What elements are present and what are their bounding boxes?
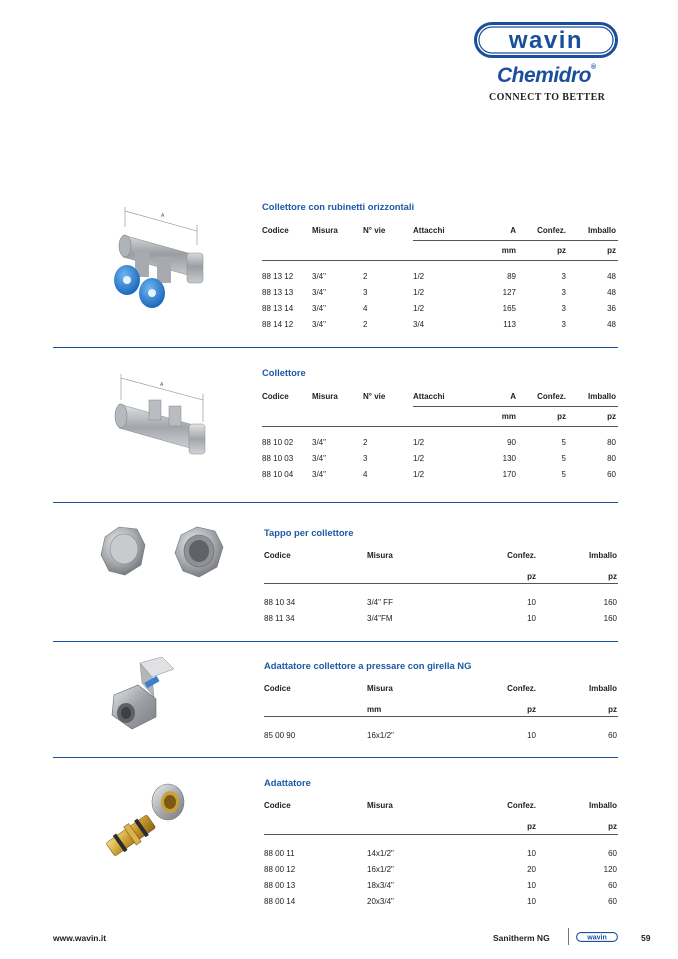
cell-attacchi: 1/2 [413, 470, 425, 479]
cell-a: 130 [502, 454, 516, 463]
wavin-logo-text: wavin [508, 27, 584, 54]
cell-confez: 20 [527, 865, 536, 874]
section-divider [53, 641, 618, 642]
units-rule [264, 834, 618, 835]
cell-codice: 85 00 90 [264, 731, 296, 740]
cell-attacchi: 1/2 [413, 272, 425, 281]
unit-confez: pz [527, 822, 536, 831]
col-header-a: A [510, 392, 516, 401]
cell-misura: 3/4" [312, 272, 326, 281]
unit-imballo: pz [607, 412, 616, 421]
section-divider [53, 347, 618, 348]
unit-confez: pz [527, 705, 536, 714]
cell-codice: 88 10 04 [262, 470, 294, 479]
cell-imballo: 60 [608, 881, 617, 890]
cell-confez: 10 [527, 849, 536, 858]
footer-product-name: Sanitherm NG [493, 933, 550, 943]
cell-confez: 3 [561, 304, 566, 313]
col-header-vie: N° vie [363, 226, 386, 235]
section-divider [53, 502, 618, 503]
cell-confez: 5 [561, 438, 566, 447]
col-header-codice: Codice [264, 551, 291, 560]
cell-attacchi: 1/2 [413, 438, 425, 447]
footer-wavin-logo [576, 932, 618, 942]
cell-confez: 3 [561, 320, 566, 329]
cell-codice: 88 00 13 [264, 881, 296, 890]
cell-a: 90 [507, 438, 516, 447]
cell-attacchi: 1/2 [413, 288, 425, 297]
cell-confez: 5 [561, 470, 566, 479]
footer-url-link[interactable]: www.wavin.it [53, 933, 107, 943]
product-image-adattatore-pressare [100, 655, 190, 735]
wavin-logo [474, 22, 618, 58]
unit-confez: pz [557, 412, 566, 421]
cell-confez: 10 [527, 881, 536, 890]
dimension-label: A [161, 213, 165, 219]
section-title: Tappo per collettore [264, 527, 354, 538]
tagline: CONNECT TO BETTER [489, 92, 606, 103]
col-header-codice: Codice [262, 392, 289, 401]
section-title: Collettore con rubinetti orizzontali [262, 201, 415, 212]
col-header-confez: Confez. [537, 226, 566, 235]
unit-imballo: pz [608, 572, 617, 581]
cell-vie: 4 [363, 304, 368, 313]
cell-misura: 3/4" [312, 454, 326, 463]
cell-a: 165 [502, 304, 516, 313]
dimension-label: A [160, 382, 164, 388]
unit-imballo: pz [607, 246, 616, 255]
cell-imballo: 48 [607, 288, 616, 297]
cell-vie: 2 [363, 272, 368, 281]
cell-vie: 2 [363, 438, 368, 447]
cell-a: 89 [507, 272, 516, 281]
cell-imballo: 80 [607, 454, 616, 463]
cell-vie: 3 [363, 288, 368, 297]
col-header-imballo: Imballo [588, 684, 617, 693]
cell-attacchi: 3/4 [413, 320, 425, 329]
cell-imballo: 80 [607, 438, 616, 447]
product-image-adattatore [100, 780, 200, 860]
col-header-misura: Misura [367, 801, 393, 810]
cell-imballo: 160 [603, 614, 617, 623]
cell-attacchi: 1/2 [413, 304, 425, 313]
units-rule [264, 716, 618, 717]
cell-misura: 3/4" [312, 288, 326, 297]
cell-a: 127 [502, 288, 516, 297]
product-image-tappo [95, 525, 240, 585]
units-rule [264, 583, 618, 584]
cell-codice: 88 11 34 [264, 614, 295, 623]
footer-logo-text: wavin [587, 934, 607, 942]
col-header-attacchi: Attacchi [413, 392, 445, 401]
cell-misura: 3/4" [312, 438, 326, 447]
cell-misura: 14x1/2" [367, 849, 394, 858]
product-image-collettore-rubinetti [95, 205, 225, 315]
cell-misura: 3/4" [312, 320, 326, 329]
unit-imballo: pz [608, 705, 617, 714]
cell-confez: 10 [527, 897, 536, 906]
col-header-misura: Misura [312, 226, 338, 235]
section-divider [53, 757, 618, 758]
cell-confez: 10 [527, 614, 536, 623]
cell-misura: 3/4"FM [367, 614, 393, 623]
cell-codice: 88 00 11 [264, 849, 295, 858]
cell-codice: 88 00 14 [264, 897, 296, 906]
cell-codice: 88 13 12 [262, 272, 294, 281]
header-rule [413, 406, 618, 407]
cell-a: 170 [502, 470, 516, 479]
units-rule [262, 260, 618, 261]
col-header-codice: Codice [262, 226, 289, 235]
unit-a: mm [501, 246, 516, 255]
cell-vie: 3 [363, 454, 368, 463]
col-header-confez: Confez. [507, 801, 536, 810]
col-header-codice: Codice [264, 801, 291, 810]
cell-codice: 88 00 12 [264, 865, 296, 874]
cell-a: 113 [503, 320, 516, 329]
cell-imballo: 60 [607, 470, 616, 479]
page-number: 59 [641, 933, 651, 943]
cell-imballo: 120 [603, 865, 617, 874]
cell-confez: 10 [527, 731, 536, 740]
cell-misura: 3/4" [312, 470, 326, 479]
cell-imballo: 60 [608, 849, 617, 858]
col-header-vie: N° vie [363, 392, 386, 401]
cell-misura: 3/4" [312, 304, 326, 313]
cell-codice: 88 10 02 [262, 438, 294, 447]
cell-imballo: 36 [607, 304, 616, 313]
col-header-imballo: Imballo [588, 551, 617, 560]
cell-misura: 20x3/4" [367, 897, 394, 906]
cell-misura: 16x1/2" [367, 865, 394, 874]
cell-attacchi: 1/2 [413, 454, 425, 463]
cell-imballo: 160 [603, 598, 617, 607]
cell-imballo: 60 [608, 897, 617, 906]
cell-vie: 2 [363, 320, 368, 329]
units-rule [262, 426, 618, 427]
cell-confez: 10 [527, 598, 536, 607]
col-header-misura: Misura [367, 551, 393, 560]
cell-vie: 4 [363, 470, 368, 479]
unit-a: mm [501, 412, 516, 421]
cell-confez: 3 [561, 288, 566, 297]
cell-misura: 18x3/4" [367, 881, 394, 890]
cell-imballo: 48 [607, 272, 616, 281]
col-header-misura: Misura [312, 392, 338, 401]
cell-confez: 5 [561, 454, 566, 463]
cell-misura: 16x1/2" [367, 731, 394, 740]
cell-codice: 88 14 12 [262, 320, 294, 329]
unit-misura: mm [367, 705, 382, 714]
col-header-confez: Confez. [507, 684, 536, 693]
col-header-attacchi: Attacchi [413, 226, 445, 235]
col-header-imballo: Imballo [587, 392, 616, 401]
col-header-imballo: Imballo [588, 801, 617, 810]
cell-confez: 3 [561, 272, 566, 281]
header-rule [413, 240, 618, 241]
product-image-collettore [105, 370, 225, 470]
cell-codice: 88 13 13 [262, 288, 294, 297]
unit-confez: pz [557, 246, 566, 255]
cell-codice: 88 10 34 [264, 598, 296, 607]
cell-imballo: 60 [608, 731, 617, 740]
col-header-a: A [510, 226, 516, 235]
col-header-confez: Confez. [507, 551, 536, 560]
section-title: Adattatore [264, 777, 311, 788]
chemidro-logo: Chemidro® [497, 64, 596, 87]
section-title: Collettore [262, 367, 306, 378]
cell-misura: 3/4" FF [367, 598, 393, 607]
col-header-confez: Confez. [537, 392, 566, 401]
unit-imballo: pz [608, 822, 617, 831]
footer-divider [568, 928, 569, 945]
unit-confez: pz [527, 572, 536, 581]
col-header-misura: Misura [367, 684, 393, 693]
cell-imballo: 48 [607, 320, 616, 329]
col-header-codice: Codice [264, 684, 291, 693]
section-title: Adattatore collettore a pressare con girella NG [264, 660, 472, 671]
col-header-imballo: Imballo [587, 226, 616, 235]
cell-codice: 88 10 03 [262, 454, 294, 463]
cell-codice: 88 13 14 [262, 304, 294, 313]
